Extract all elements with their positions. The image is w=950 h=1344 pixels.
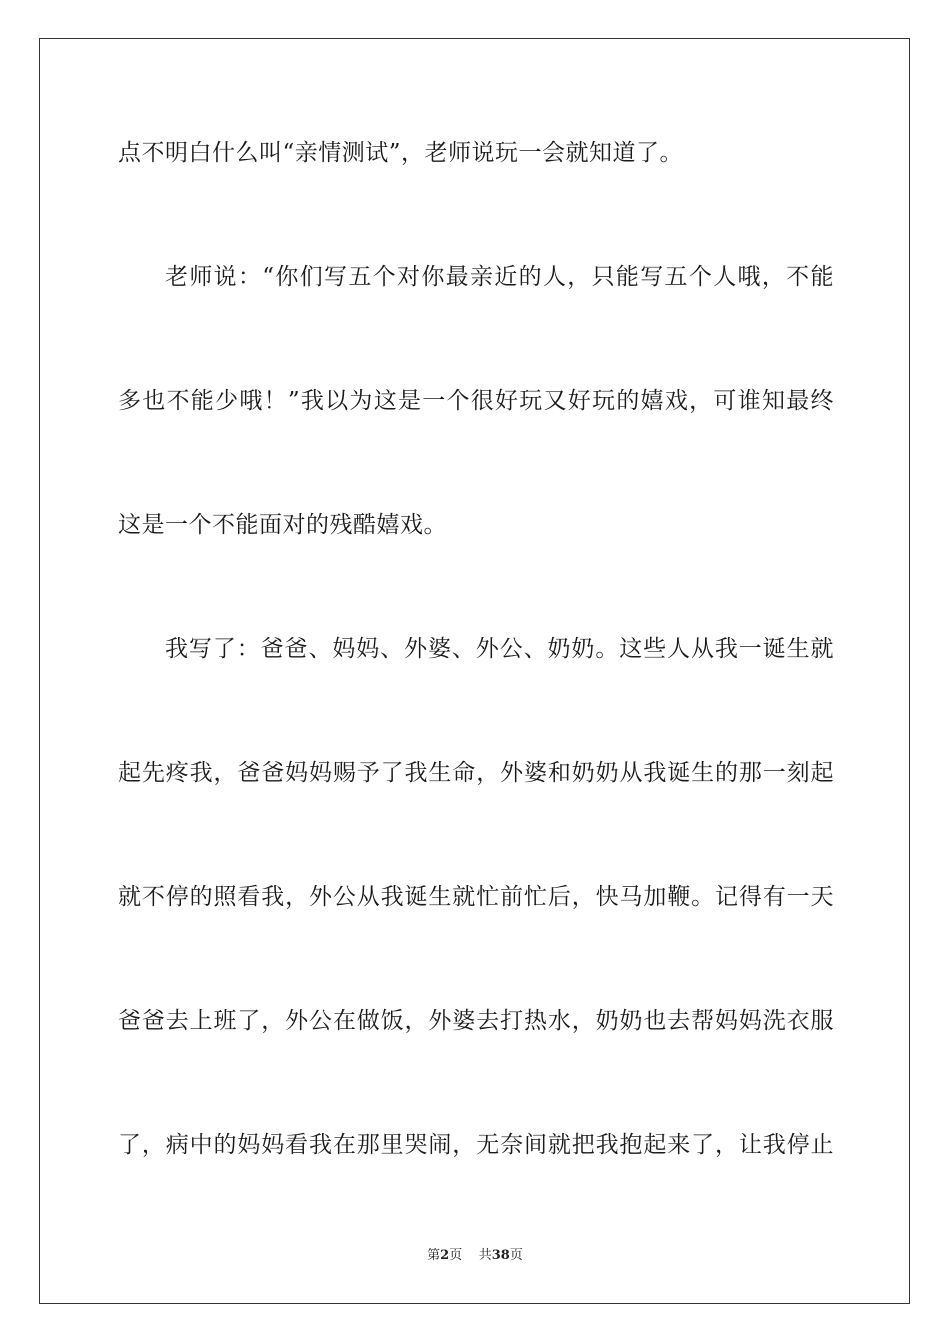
page-prefix: 第 <box>427 1248 441 1263</box>
page-footer <box>0 1247 950 1265</box>
text-line-3: 多也不能少哦！”我以为这是一个很好玩又好玩的嬉戏，可谁知最终 <box>118 388 834 414</box>
total-suffix: 页 <box>509 1248 523 1263</box>
total-prefix: 共 <box>478 1248 492 1263</box>
text-line-1: 点不明白什么叫“亲情测试”，老师说玩一会就知道了。 <box>118 140 684 166</box>
total-pages: 38 <box>491 1248 510 1263</box>
text-line-4: 这是一个不能面对的残酷嬉戏。 <box>118 512 447 538</box>
page-number: 2 <box>440 1248 450 1263</box>
text-line-6: 起先疼我，爸爸妈妈赐予了我生命，外婆和奶奶从我诞生的那一刻起 <box>118 760 834 786</box>
page-border <box>39 38 910 1304</box>
page-suffix: 页 <box>449 1248 463 1263</box>
text-line-7: 就不停的照看我，外公从我诞生就忙前忙后，快马加鞭。记得有一天 <box>118 884 834 910</box>
text-line-8: 爸爸去上班了，外公在做饭，外婆去打热水，奶奶也去帮妈妈洗衣服 <box>118 1008 834 1034</box>
text-line-9: 了，病中的妈妈看我在那里哭闹，无奈间就把我抱起来了，让我停止 <box>118 1132 834 1158</box>
text-line-2: 老师说：“你们写五个对你最亲近的人，只能写五个人哦，不能 <box>165 264 834 290</box>
text-line-5: 我写了：爸爸、妈妈、外婆、外公、奶奶。这些人从我一诞生就 <box>165 636 834 662</box>
